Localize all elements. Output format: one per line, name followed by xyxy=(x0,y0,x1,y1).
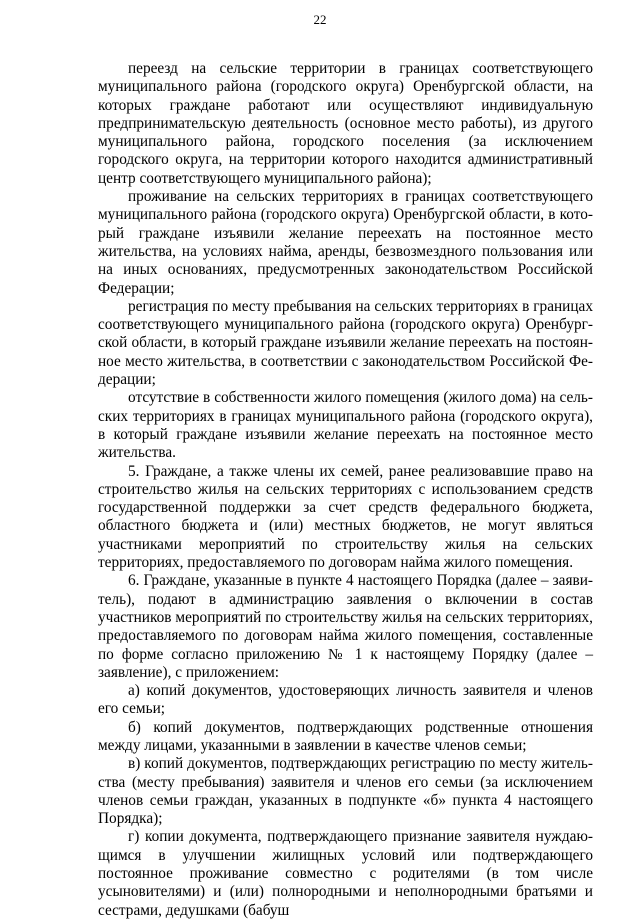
paragraph-subitem-a: а) копий документов, удостоверяющих личность заявителя и членов его семьи; xyxy=(98,682,593,718)
paragraph-item-6: 6. Граждане, указанные в пункте 4 настоящего Порядка (далее – заявитель), подают в администрацию заявления о включении в состав участников мероприятий по строительству жилья на сельских территориях, предоставляемого по договорам найма жилого помещения, составленные по форме согласно приложению № 1 к настоящему Порядку (далее – заявление), с приложением: xyxy=(98,572,593,681)
paragraph-subitem-g: г) копии документа, подтверждающего признание заявителя нуждающимся в улучшении жилищных условий или подтверждающего постоянное проживание совместно с родителями (в том числе усыновителями) и (или) полнородными и неполнородными братьями и сестрами, дедушками (бабуш xyxy=(98,828,593,919)
document-body xyxy=(98,60,593,920)
paragraph-registration: регистрация по месту пребывания на сельских территориях в границах соответствующего муниципального района (городского округа) Оренбургской области, в который граждане изъявили желание переехать на постоянное место жительства, в соответствии с законодательством Российской Федерации; xyxy=(98,297,593,389)
page-number: 22 xyxy=(313,12,327,27)
paragraph-relocation: переезд на сельские территории в границах соответствующего муниципального района (городского округа) Оренбургской области, на которых граждане работают или осуществляют индивидуальную предпринимательскую деятельность (основное место работы), из другого муниципального района, городского поселения (за исключением городского округа, на территории которого находится административный центр соответствующего муниципального района); xyxy=(98,60,593,187)
paragraph-subitem-v: в) копий документов, подтверждающих регистрацию по месту жительства (месту пребывания) заявителя и членов его семьи (за исключением членов семьи граждан, указанных в подпункте «б» пункта 4 настоящего Порядка); xyxy=(98,755,593,828)
paragraph-no-ownership: отсутствие в собственности жилого помещения (жилого дома) на сельских территориях в границах муниципального района (городского округа), в который граждане изъявили желание переехать на постоянное место жительства. xyxy=(98,389,593,462)
paragraph-residence: проживание на сельских территориях в границах соответствующего муниципального района (городского округа) Оренбургской области, в который граждане изъявили желание переехать на постоянное место жительства, на условиях найма, аренды, безвозмездного пользования или на иных основаниях, предусмотренных законодательством Российской Федерации; xyxy=(98,188,593,297)
paragraph-subitem-b: б) копий документов, подтверждающих родственные отношения между лицами, указанными в заявлении в качестве членов семьи; xyxy=(98,718,593,754)
paragraph-item-5: 5. Граждане, а также члены их семей, ранее реализовавшие право на строительство жилья на сельских территориях с использованием средств государственной поддержки за счет средств федерального бюджета, областного бюджета и (или) местных бюджетов, не могут являться участниками мероприятий по строительству жилья на сельских территориях, предоставляемого по договорам найма жилого помещения. xyxy=(98,462,593,572)
